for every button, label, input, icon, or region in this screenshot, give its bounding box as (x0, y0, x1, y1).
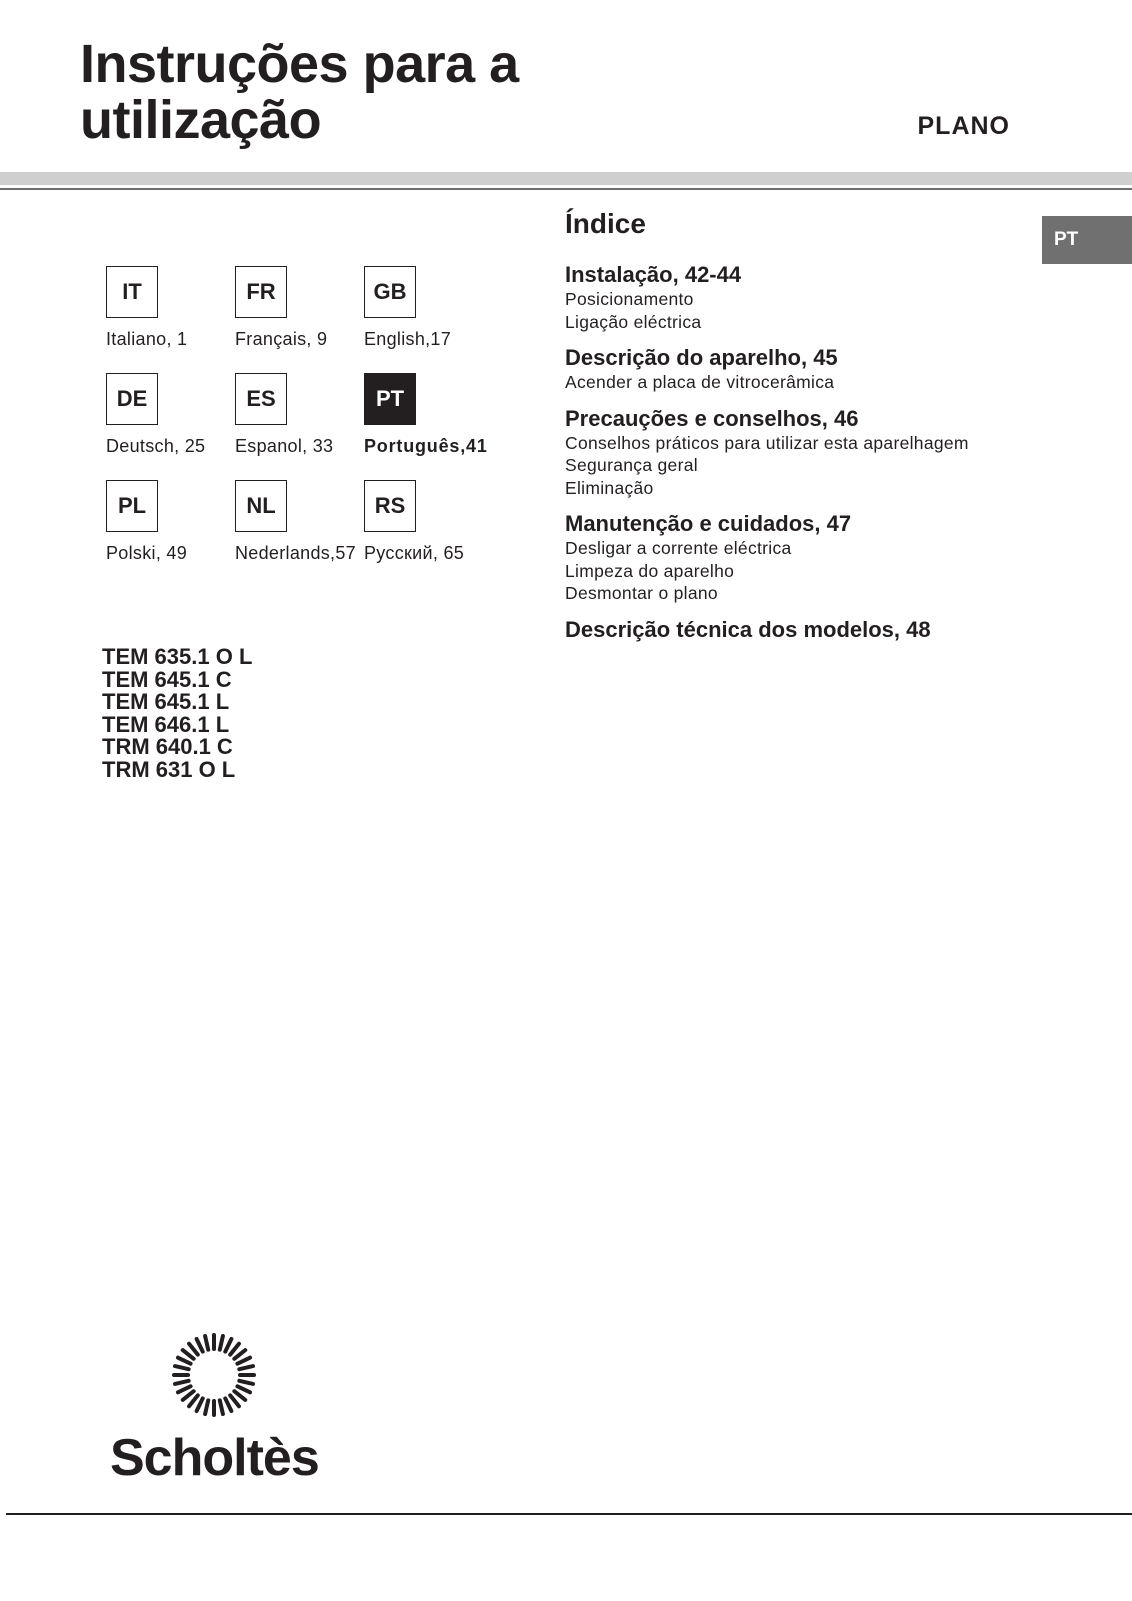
language-label-active: Português,41 (364, 436, 488, 456)
toc-subitem: Desligar a corrente eléctrica (565, 538, 792, 558)
toc-heading-link[interactable]: Instalação, 42-44 (565, 262, 742, 287)
sunburst-ray (205, 1336, 208, 1350)
sunburst-ray (183, 1391, 194, 1400)
sunburst-ray (197, 1339, 203, 1352)
toc-subitem: Ligação eléctrica (565, 311, 702, 332)
sunburst-ray (175, 1366, 189, 1369)
model-item: TRM 631 O L (102, 756, 236, 782)
sunburst-ray (237, 1386, 250, 1392)
sunburst-ray (178, 1358, 191, 1364)
sunburst-ray (237, 1358, 250, 1364)
title-line-2: utilização (80, 90, 322, 150)
language-code-box[interactable]: RS (364, 480, 416, 532)
sunburst-ray (189, 1395, 198, 1406)
toc-section (565, 345, 1035, 394)
language-item-pl[interactable] (106, 480, 235, 587)
document-title (80, 36, 519, 148)
header-band (0, 172, 1132, 185)
toc-section (565, 262, 1035, 333)
toc-heading-link[interactable]: Precauções e conselhos, 46 (565, 405, 859, 431)
language-item-it[interactable] (106, 266, 235, 373)
title-line-1: Instruções para a (80, 34, 519, 94)
sunburst-ray (234, 1391, 245, 1400)
language-item-nl[interactable] (235, 480, 364, 587)
language-label: English,17 (364, 329, 452, 349)
language-label: Espanol, 33 (235, 436, 334, 456)
language-code-box[interactable]: NL (235, 480, 287, 532)
product-name: PLANO (917, 112, 1010, 140)
index-title: Índice (565, 208, 646, 239)
toc-heading-link[interactable]: Descrição técnica dos modelos, 48 (565, 616, 931, 642)
sunburst-ray (239, 1381, 253, 1384)
language-label: Deutsch, 25 (106, 436, 206, 456)
toc-subitem: Acender a placa de vitrocerâmica (565, 372, 835, 392)
model-item: TRM 640.1 C (102, 734, 233, 760)
language-code-box[interactable]: IT (106, 266, 158, 318)
toc-section (565, 617, 1035, 643)
toc-subitem: Eliminação (565, 477, 654, 498)
sunburst-ray (239, 1366, 253, 1369)
model-item: TEM 646.1 L (102, 711, 230, 737)
language-item-fr[interactable] (235, 266, 364, 373)
brand-name: Scholtès (110, 1429, 319, 1487)
sunburst-ray (189, 1344, 198, 1355)
table-of-contents (565, 208, 1035, 655)
sunburst-ray (175, 1381, 189, 1384)
model-item: TEM 635.1 O L (102, 644, 253, 669)
language-code-box[interactable]: PL (106, 480, 158, 532)
language-item-es[interactable] (235, 373, 364, 480)
sunburst-ray (225, 1398, 231, 1411)
language-code-box[interactable]: FR (235, 266, 287, 318)
sunburst-ray (178, 1386, 191, 1392)
toc-heading-link[interactable]: Manutenção e cuidados, 47 (565, 511, 852, 536)
model-item: TEM 645.1 C (102, 666, 232, 692)
sunburst-ray (197, 1398, 203, 1411)
sunburst-ray (220, 1336, 223, 1350)
sunburst-ray (234, 1350, 245, 1359)
sunburst-ray (183, 1350, 194, 1359)
language-code-box[interactable]: ES (235, 373, 287, 425)
footer-rule (6, 1513, 1132, 1515)
header-rule (0, 188, 1132, 190)
language-item-pt[interactable] (364, 373, 504, 480)
toc-section (565, 406, 1035, 500)
model-item: TEM 645.1 L (102, 689, 230, 715)
sunburst-ray (230, 1395, 239, 1406)
sunburst-ray (225, 1339, 231, 1352)
toc-subitem: Conselhos práticos para utilizar esta aparelhagem (565, 432, 969, 453)
language-label: Français, 9 (235, 329, 328, 349)
toc-subitem: Desmontar o plano (565, 583, 718, 603)
language-label: Italiano, 1 (106, 329, 188, 349)
toc-subitem: Segurança geral (565, 455, 698, 475)
toc-subitem: Limpeza do aparelho (565, 560, 735, 581)
language-code-box[interactable]: DE (106, 373, 158, 425)
language-item-de[interactable] (106, 373, 235, 480)
toc-heading-link[interactable]: Descrição do aparelho, 45 (565, 345, 838, 370)
language-code-box-active[interactable]: PT (364, 373, 416, 425)
language-code-box[interactable]: GB (364, 266, 416, 318)
language-label: Polski, 49 (106, 543, 188, 563)
toc-subitem: Posicionamento (565, 289, 694, 309)
sunburst-ray (220, 1400, 223, 1414)
toc-section (565, 511, 1035, 605)
sunburst-ray (205, 1400, 208, 1414)
sunburst-ray (230, 1344, 239, 1355)
language-side-tab: PT (1042, 216, 1132, 264)
language-item-gb[interactable] (364, 266, 504, 373)
language-label: Русский, 65 (364, 543, 465, 563)
language-label: Nederlands,57 (235, 543, 356, 563)
language-item-rs[interactable] (364, 480, 504, 587)
model-list (102, 646, 252, 782)
language-selector (106, 266, 504, 587)
